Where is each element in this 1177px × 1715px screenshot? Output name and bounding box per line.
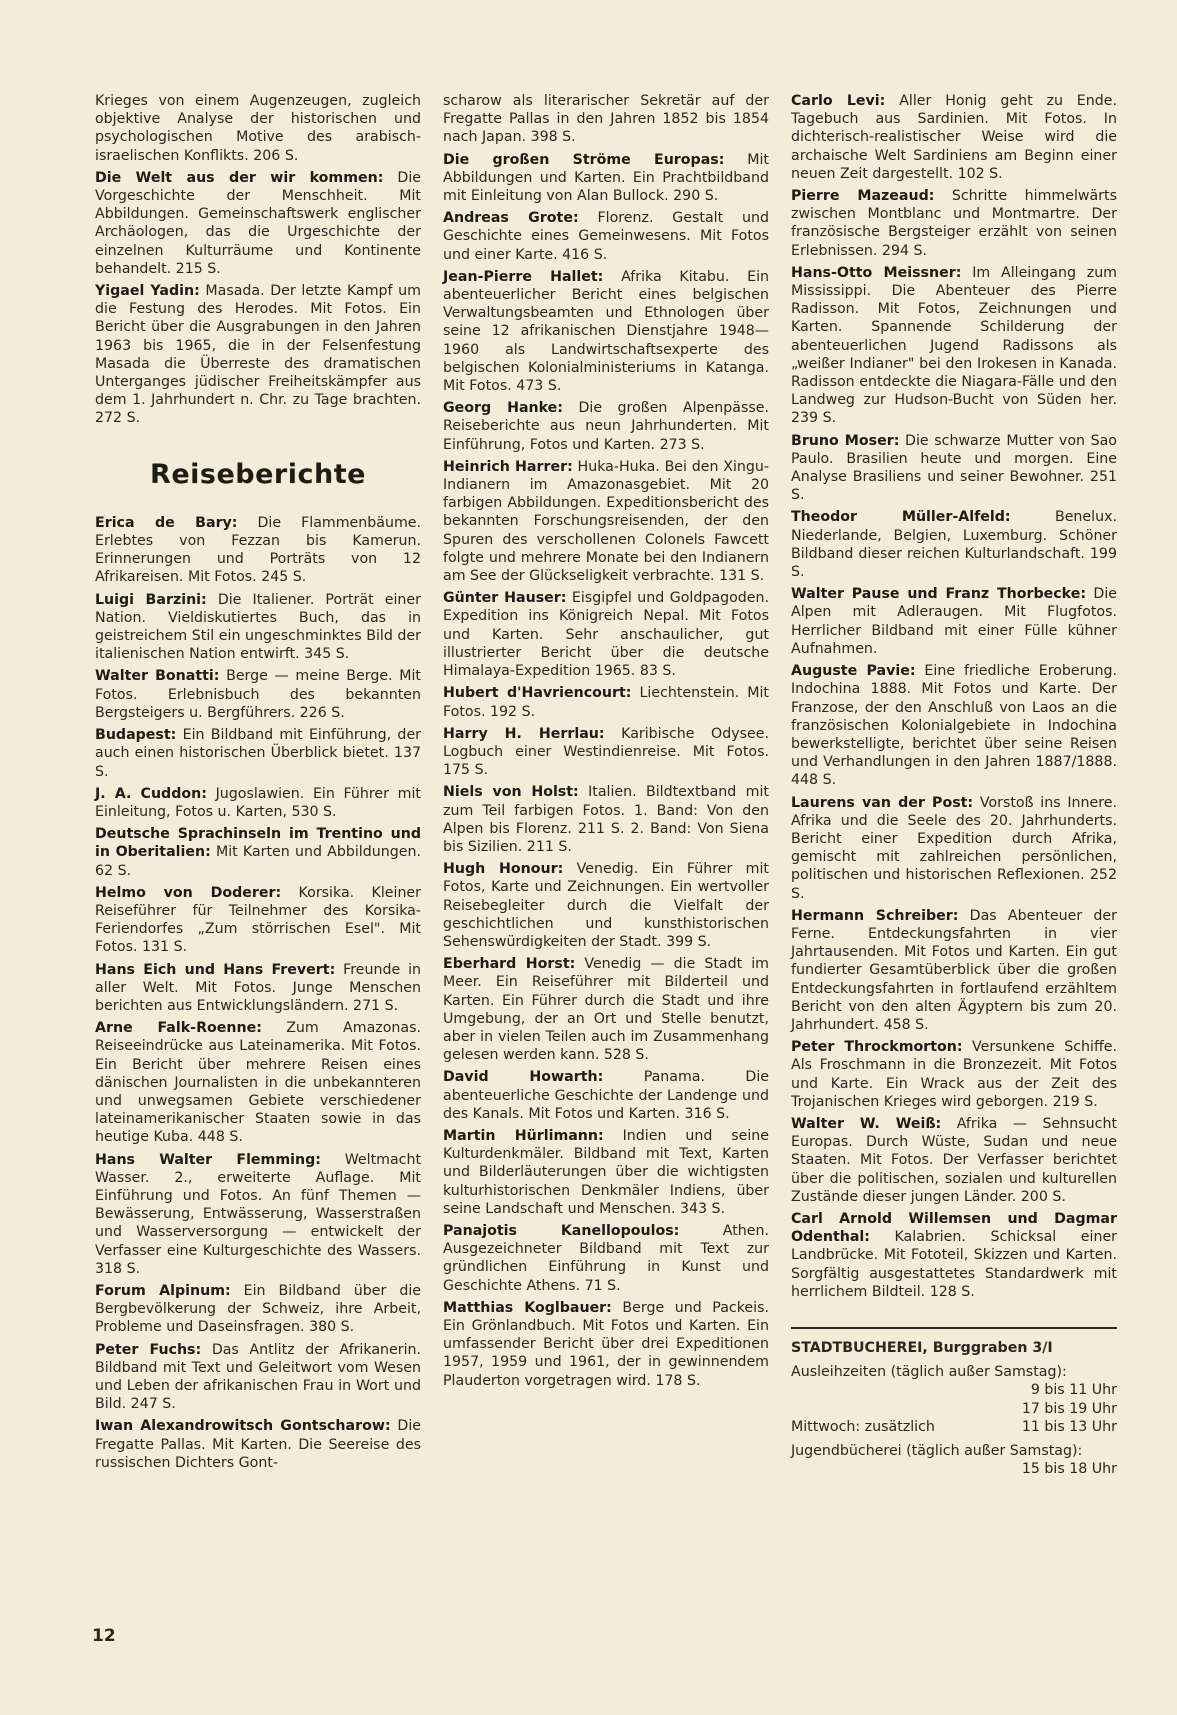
- book-entry: [443, 92, 769, 147]
- book-author: Peter Throckmorton:: [791, 1039, 963, 1056]
- book-author: Arne Falk-Roenne:: [95, 1020, 262, 1037]
- book-description: Die Italiener. Porträt einer Nation. Vieldiskutiertes Buch, das in geistreichem Stil ein ungeschminktes Bild der italienischen Nation entwirft. 345 S.: [95, 591, 421, 663]
- book-author: Bruno Moser:: [791, 432, 900, 449]
- book-entry: [95, 884, 421, 957]
- book-entry: [95, 282, 421, 428]
- book-description: Liechtenstein. Mit Fotos. 192 S.: [443, 685, 769, 720]
- book-author: Erica de Bary:: [95, 514, 238, 531]
- book-author: Martin Hürlimann:: [443, 1127, 604, 1144]
- book-author: J. A. Cuddon:: [95, 785, 207, 802]
- youth-library-label: Jugendbücherei (täglich außer Samstag):: [791, 1443, 1083, 1460]
- book-author: Hubert d'Havriencourt:: [443, 685, 632, 702]
- book-author: Andreas Grote:: [443, 210, 579, 227]
- book-description: Eine friedliche Eroberung. Indochina 1888. Mit Fotos und Karte. Der Franzose, der den Anschluß von Laos an die französischen Kolonialgebiete in Indochina bewerkstelligte, berichtet über seine Reisen und Verhandlungen in den Jahren 1887/1888. 448 S.: [791, 663, 1117, 789]
- book-entry: [95, 1282, 421, 1337]
- column-2: [443, 92, 769, 1394]
- book-entry: [443, 589, 769, 680]
- book-description: Florenz. Gestalt und Geschichte eines Gemeinwesens. Mit Fotos und einer Karte. 416 S.: [443, 210, 769, 263]
- book-description: Venedig. Ein Führer mit Fotos, Karte und Zeichnungen. Ein wertvoller Reisebegleiter durch die Vielfalt der geschichtlichen und kunsthistorischen Sehenswürdigkeiten der Stadt. 399 S.: [443, 861, 769, 950]
- book-description: Ein Bildband über die Bergbevölkerung der Schweiz, ihre Arbeit, Probleme und Daseinsfragen. 380 S.: [95, 1282, 422, 1336]
- book-entry: [443, 1299, 769, 1390]
- book-entry: [95, 591, 421, 664]
- book-description: Jugoslawien. Ein Führer mit Einleitung, Fotos u. Karten, 530 S.: [95, 785, 422, 820]
- book-description: Huka-Huka. Bei den Xingu-Indianern im Amazonasgebiet. Mit 20 farbigen Abbildungen. Expeditionsbericht des bekannten Forschungsreisenden, der den Spuren des verschollenen Colonels Fawcett folgte und mehrere Monate bei den Indianern am See der Glückseligkeit verbrachte. 131 S.: [443, 458, 769, 585]
- book-entry: [95, 1151, 421, 1278]
- wednesday-label: Mittwoch: zusätzlich: [791, 1418, 935, 1435]
- library-info-box: [791, 1327, 1117, 1478]
- entries-continued: [95, 92, 421, 428]
- book-entry: [443, 151, 769, 206]
- book-author: Georg Hanke:: [443, 400, 563, 417]
- book-description: Indien und seine Kulturdenkmäler. Bildband mit Text, Karten und Bilderläuterungen über die wichtigsten kulturhistorischen Denkmäler Indiens, über seine Landschaft und Menschen. 343 S.: [443, 1127, 769, 1217]
- book-description: Weltmacht Wasser. 2., erweiterte Auflage. Mit Einführung und Fotos. An fünf Themen — Bewässerung, Entwässerung, Wasserstraßen und Wasserversorgung — entwickelt der Verfasser eine Kulturgeschichte des Wassers. 318 S.: [95, 1151, 422, 1277]
- book-author: Harry H. Herrlau:: [443, 725, 605, 742]
- book-author: Luigi Barzini:: [95, 591, 207, 608]
- book-description: Das Abenteuer der Ferne. Entdeckungsfahrten in vier Jahrtausenden. Mit Fotos und Karten. Ein gut fundierter Gesamtüberblick über die großen Entdeckungsfahrten in fortlaufend erzähltem Bericht von den alten Ägyptern bis zum 20. Jahrhundert. 458 S.: [791, 907, 1117, 1033]
- book-author: Laurens van der Post:: [791, 794, 974, 811]
- book-entry: [95, 667, 421, 722]
- book-description: Athen. Ausgezeichneter Bildband mit Text zur gründlichen Einführung in Kunst und Geschichte Athens. 71 S.: [443, 1222, 770, 1294]
- column-3: [791, 92, 1117, 1478]
- book-entry: [791, 1210, 1117, 1301]
- book-entry: [791, 1038, 1117, 1111]
- book-author: Forum Alpinum:: [95, 1282, 231, 1299]
- book-description: Berge — meine Berge. Mit Fotos. Erlebnisbuch des bekannten Bergsteigers u. Bergführers. 226 S.: [95, 668, 421, 721]
- book-description: Schritte himmelwärts zwischen Montblanc und Montmartre. Der französische Bergsteiger erzählt von seinen Erlebnissen. 294 S.: [791, 188, 1117, 259]
- library-title: STADTBUCHEREI, Burggraben 3/I: [791, 1340, 1053, 1356]
- hours-evening: 17 bis 19 Uhr: [1021, 1400, 1117, 1417]
- book-description: Die Vorgeschichte der Menschheit. Mit Abbildungen. Gemeinschaftswerk englischer Archäologen, das die Urgeschichte der einzelnen Kulturräume und Kontinente behandelt. 215 S.: [95, 169, 421, 277]
- book-entry: [95, 514, 421, 587]
- travel-entries: [791, 92, 1117, 1301]
- book-description: Zum Amazonas. Reiseeindrücke aus Lateinamerika. Mit Fotos. Ein Bericht über mehrere Reisen eines dänischen Journalisten in die unbekannteren und unwegsamen Gebiete verschiedener lateinamerikanischer Staaten sowie in das heutige Kuba. 448 S.: [95, 1020, 421, 1146]
- youth-library-hours: 15 bis 18 Uhr: [1021, 1461, 1117, 1478]
- book-description: Die Flammenbäume. Erlebtes von Fezzan bis Kamerun. Erinnerungen und Porträts von 12 Afrikareisen. Mit Fotos. 245 S.: [95, 514, 422, 586]
- column-1: [95, 92, 421, 1476]
- book-description: Eisgipfel und Goldpagoden. Expedition ins Königreich Nepal. Mit Fotos und Karten. Sehr anschaulicher, gut illustrierter Bericht über die deutsche Himalaya-Expedition 1965. 83 S.: [443, 590, 769, 680]
- book-author: Pierre Mazeaud:: [791, 188, 935, 205]
- book-entry: [791, 662, 1117, 789]
- page-number: 12: [92, 1626, 116, 1646]
- book-entry: [95, 1019, 421, 1146]
- book-entry: [443, 458, 769, 585]
- book-entry: [443, 725, 769, 780]
- book-author: Yigael Yadin:: [95, 283, 200, 300]
- book-author: Hans Walter Flemming:: [95, 1151, 321, 1168]
- book-description: Berge und Packeis. Ein Grönlandbuch. Mit Fotos und Karten. Ein umfassender Bericht über drei Expeditionen 1957, 1959 und 1961, der in gewinnendem Plauderton vorgetragen wird. 178 S.: [443, 1299, 769, 1389]
- book-entry: [791, 585, 1117, 658]
- book-entry: [443, 399, 769, 454]
- book-author: Heinrich Harrer:: [443, 458, 573, 475]
- book-author: Deutsche Sprachinseln im Trentino und in Oberitalien:: [95, 826, 421, 861]
- book-author: Iwan Alexandrowitsch Gontscharow:: [95, 1418, 391, 1435]
- book-author: Walter Bonatti:: [95, 668, 220, 685]
- book-author: Walter W. Weiß:: [791, 1115, 942, 1132]
- book-entry: [95, 961, 421, 1016]
- travel-entries: [95, 514, 421, 1472]
- book-description: Kalabrien. Schicksal einer Landbrücke. Mit Fototeil, Skizzen und Karten. Sorgfältig ausgestattetes Standardwerk mit herrlichem Bildteil. 128 S.: [791, 1229, 1118, 1300]
- book-entry: [443, 860, 769, 951]
- book-entry: [443, 955, 769, 1064]
- book-entry: [443, 684, 769, 720]
- book-description: Afrika Kitabu. Ein abenteuerlicher Bericht eines belgischen Verwaltungsbeamten und Ethnologen über seine 12 afrikanischen Dienstjahre 1948—1960 als Landwirtschaftsexperte des belgischen Kolonialministeriums in Katanga. Mit Fotos. 473 S.: [443, 268, 770, 395]
- book-description: Benelux. Niederlande, Belgien, Luxemburg. Schöner Bildband dieser reichen Kulturlandschaft. 199 S.: [791, 509, 1117, 581]
- book-entry: [791, 907, 1117, 1034]
- book-author: Hans Eich und Hans Frevert:: [95, 961, 336, 978]
- book-description: Die großen Alpenpässe. Reiseberichte aus neun Jahrhunderten. Mit Einführung, Fotos und Karten. 273 S.: [443, 400, 769, 453]
- book-author: Günter Hauser:: [443, 590, 567, 607]
- book-entry: [443, 1222, 769, 1295]
- book-author: Carl Arnold Willemsen und Dagmar Odenthal:: [791, 1210, 1117, 1246]
- book-author: Eberhard Horst:: [443, 956, 576, 973]
- book-description: Die Fregatte Pallas. Mit Karten. Die Seereise des russischen Dichters Gont-: [95, 1418, 421, 1471]
- wednesday-hours: 11 bis 13 Uhr: [1021, 1418, 1117, 1435]
- book-description: scharow als literarischer Sekretär auf der Fregatte Pallas in den Jahren 1852 bis 1854 nach Japan. 398 S.: [443, 93, 769, 146]
- book-entry: [95, 825, 421, 880]
- book-description: Karibische Odysee. Logbuch einer Westindienreise. Mit Fotos. 175 S.: [443, 725, 769, 779]
- book-description: Italien. Bildtextband mit zum Teil farbigen Fotos. 1. Band: Von den Alpen bis Florenz. 211 S. 2. Band: Von Siena bis Sizilien. 211 S.: [443, 784, 769, 855]
- book-description: Die schwarze Mutter von Sao Paulo. Brasilien heute und morgen. Eine Analyse Brasiliens und seiner Bewohner. 251 S.: [791, 432, 1117, 504]
- book-entry: [791, 432, 1117, 505]
- book-entry: [95, 785, 421, 821]
- book-entry: [95, 1417, 421, 1472]
- book-author: Niels von Holst:: [443, 784, 579, 801]
- book-author: Helmo von Doderer:: [95, 884, 282, 901]
- book-entry: [791, 794, 1117, 903]
- book-entry: [443, 783, 769, 856]
- book-description: Ein Bildband mit Einführung, der auch einen historischen Überblick bietet. 137 S.: [95, 727, 422, 780]
- book-author: Hans-Otto Meissner:: [791, 264, 962, 281]
- book-entry: [791, 1115, 1117, 1206]
- book-description: Masada. Der letzte Kampf um die Festung des Herodes. Mit Fotos. Ein Bericht über die Ausgrabungen in den Jahren 1963 bis 1965, die in der Felsenfestung Masada die Überreste des dramatischen Unterganges jüdischer Freiheitskämpfer aus dem 1. Jahrhundert n. Chr. zu Tage brachten. 272 S.: [95, 283, 421, 427]
- book-entry: [95, 92, 421, 165]
- book-description: Vorstoß ins Innere. Afrika und die Seele des 20. Jahrhunderts. Bericht einer Expedition durch Afrika, gemischt mit zahlreichen persönlichen, politischen und historischen Reflexionen. 252 S.: [791, 794, 1117, 902]
- book-author: Hermann Schreiber:: [791, 907, 959, 924]
- book-description: Freunde in aller Welt. Mit Fotos. Junge Menschen berichten aus Entwicklungsländern. 271 S.: [95, 961, 422, 1014]
- hours-label: Ausleihzeiten (täglich außer Samstag):: [791, 1364, 1067, 1381]
- book-description: Das Antlitz der Afrikanerin. Bildband mit Text und Geleitwort vom Wesen und Leben der afrikanischen Frau in Wort und Bild. 247 S.: [95, 1341, 422, 1413]
- book-description: Mit Karten und Abbildungen. 62 S.: [95, 844, 421, 879]
- book-entry: [791, 187, 1117, 260]
- book-description: Venedig — die Stadt im Meer. Ein Reiseführer mit Bilderteil und Karten. Ein Führer durch die Stadt und ihre Umgebung, der an Ort und Stelle benutzt, aber in vielen Teilen auch im Zusammenhang gelesen werden kann. 528 S.: [443, 956, 769, 1064]
- book-description: Die Alpen mit Adleraugen. Mit Flugfotos. Herrlicher Bildband mit einer Fülle kühner Aufnahmen.: [791, 586, 1118, 657]
- book-description: Aller Honig geht zu Ende. Tagebuch aus Sardinien. Mit Fotos. In dichterisch-realistischer Weise wird die archaische Welt Sardiniens am Beginn einer neuen Zeit dargestellt. 102 S.: [791, 93, 1118, 182]
- book-author: David Howarth:: [443, 1069, 604, 1086]
- book-description: Im Alleingang zum Mississippi. Die Abenteuer des Pierre Radisson. Mit Fotos, Zeichnungen und Karten. Spannende Schilderung der abenteuerlichen Jugend Radissons als „weißer Indianer" bei den Irokesen in Kanada. Radisson entdeckte die Niagara-Fälle und den Landweg zur Hudson-Bucht von Süden her. 239 S.: [791, 264, 1118, 427]
- book-description: Afrika — Sehnsucht Europas. Durch Wüste, Sudan und neue Staaten. Mit Fotos. Der Verfasser berichtet über die politischen, sozialen und kulturellen Zustände dieser jungen Länder. 200 S.: [791, 1115, 1118, 1205]
- section-heading: Reiseberichte: [150, 458, 366, 490]
- book-author: Jean-Pierre Hallet:: [443, 268, 604, 285]
- book-author: Matthias Koglbauer:: [443, 1299, 612, 1316]
- book-description: Korsika. Kleiner Reiseführer für Teilnehmer des Korsika-Feriendorfes „Zum störrischen Esel". Mit Fotos. 131 S.: [95, 884, 421, 956]
- book-author: Theodor Müller-Alfeld:: [791, 509, 1011, 526]
- book-entry: [443, 209, 769, 264]
- book-author: Auguste Pavie:: [791, 663, 916, 680]
- book-description: Panama. Die abenteuerliche Geschichte der Landenge und des Kanals. Mit Fotos und Karten. 316 S.: [443, 1069, 769, 1122]
- book-author: Die großen Ströme Europas:: [443, 151, 725, 168]
- book-author: Panajotis Kanellopoulos:: [443, 1222, 680, 1239]
- book-entry: [443, 1068, 769, 1123]
- book-author: Die Welt aus der wir kommen:: [95, 169, 384, 186]
- book-author: Walter Pause und Franz Thorbecke:: [791, 586, 1087, 603]
- book-author: Hugh Honour:: [443, 861, 564, 878]
- book-description: Mit Abbildungen und Karten. Ein Prachtbildband mit Einleitung von Alan Bullock. 290 S.: [443, 151, 769, 205]
- book-entry: [791, 92, 1117, 183]
- book-entry: [791, 264, 1117, 428]
- book-author: Peter Fuchs:: [95, 1341, 202, 1358]
- book-entry: [95, 726, 421, 781]
- book-entry: [95, 169, 421, 278]
- book-author: Budapest:: [95, 727, 177, 744]
- book-author: Carlo Levi:: [791, 93, 886, 109]
- book-entry: [443, 268, 769, 395]
- book-entry: [443, 1127, 769, 1218]
- book-entry: [791, 508, 1117, 581]
- book-description: Krieges von einem Augenzeugen, zugleich objektive Analyse der historischen und psychologischen Motive des arabisch-israelischen Konflikts. 206 S.: [95, 93, 421, 164]
- book-description: Versunkene Schiffe. Als Froschmann in die Bronzezeit. Mit Fotos und Karte. Ein Wrack aus der Zeit des Trojanischen Krieges wird geborgen. 219 S.: [791, 1039, 1117, 1110]
- hours-morning: 9 bis 11 Uhr: [1030, 1382, 1117, 1399]
- book-entry: [95, 1341, 421, 1414]
